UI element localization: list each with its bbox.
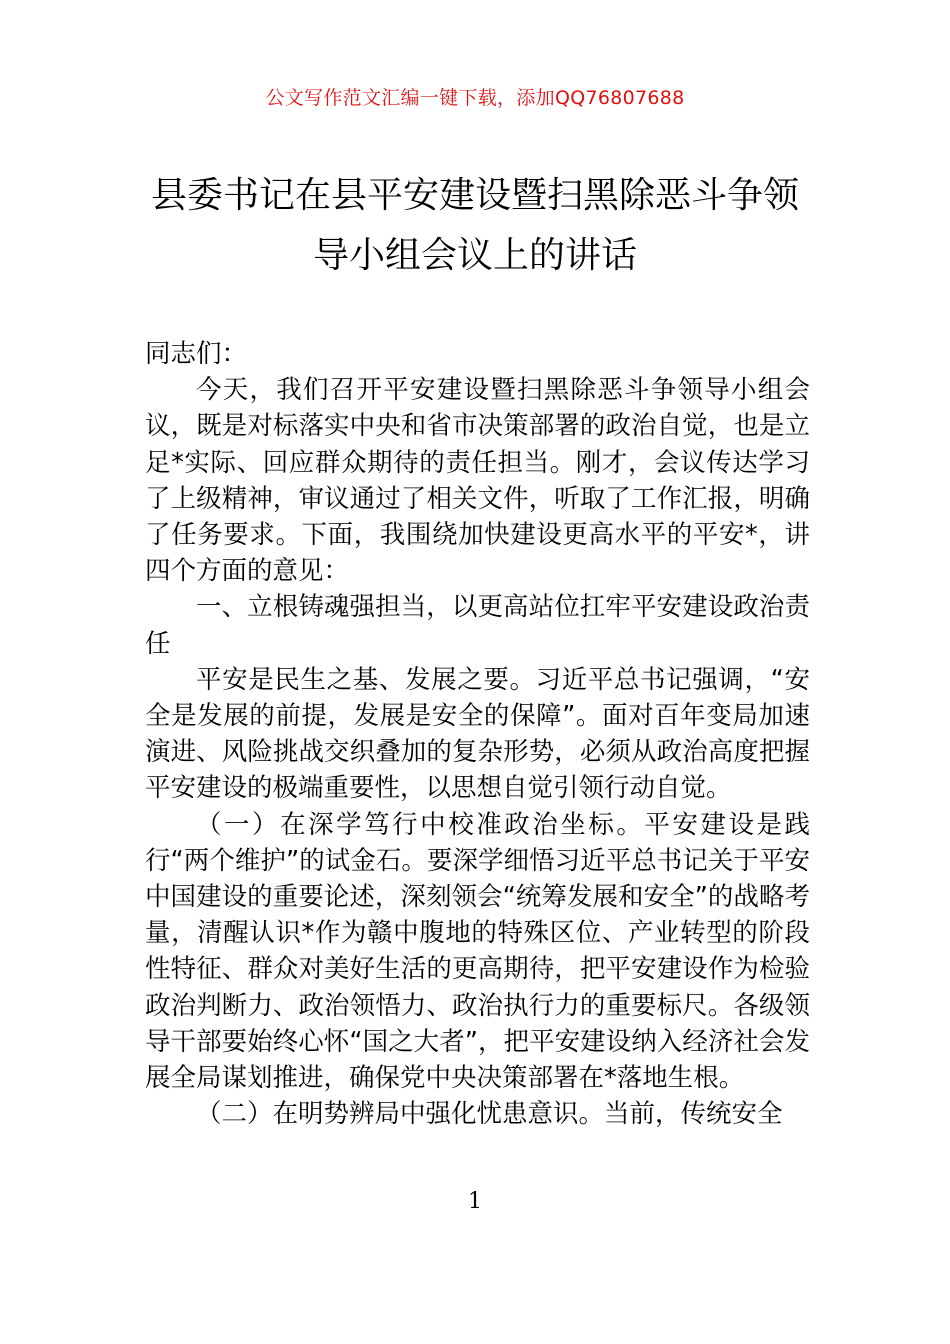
- paragraph-opening: 今天，我们召开平安建设暨扫黑除恶斗争领导小组会议，既是对标落实中央和省市决策部署的政治自觉，也是立足*实际、回应群众期待的责任担当。刚才，会议传达学习了上级精神，审议通过了相关文件，听取了工作汇报，明确了任务要求。下面，我围绕加快建设更高水平的平安*，讲四个方面的意见：: [145, 375, 810, 587]
- page-number: 1: [468, 1189, 482, 1214]
- document-body: [145, 336, 810, 1132]
- document-title-line-2: 导小组会议上的讲话: [312, 235, 637, 276]
- section-heading-1: 一、立根铸魂强担当，以更高站位扛牢平安建设政治责任: [145, 592, 810, 659]
- paragraph-section-1-intro: 平安是民生之基、发展之要。习近平总书记强调，“安全是发展的前提，发展是安全的保障”。面对百年变局加速演进、风险挑战交织叠加的复杂形势，必须从政治高度把握平安建设的极端重要性，以思想自觉引领行动自觉。: [145, 664, 810, 804]
- salutation: 同志们：: [145, 339, 248, 369]
- document-title-line-1: 县委书记在县平安建设暨扫黑除恶斗争领: [150, 175, 799, 216]
- paragraph-subsection-1: （一）在深学笃行中校准政治坐标。平安建设是践行“两个维护”的试金石。要深学细悟习近平总书记关于平安中国建设的重要论述，深刻领会“统筹发展和安全”的战略考量，清醒认识*作为赣中腹地的特殊区位、产业转型的阶段性特征、群众对美好生活的更高期待，把平安建设作为检验政治判断力、政治领悟力、政治执行力的重要标尺。各级领导干部要始终心怀“国之大者”，把平安建设纳入经济社会发展全局谋划推进，确保党中央决策部署在*落地生根。: [145, 809, 810, 1094]
- paragraph-subsection-2: （二）在明势辨局中强化忧患意识。当前，传统安全: [196, 1099, 783, 1130]
- document-title: [120, 166, 830, 286]
- promo-header-text: 公文写作范文汇编一键下载，添加QQ76807688: [265, 87, 685, 109]
